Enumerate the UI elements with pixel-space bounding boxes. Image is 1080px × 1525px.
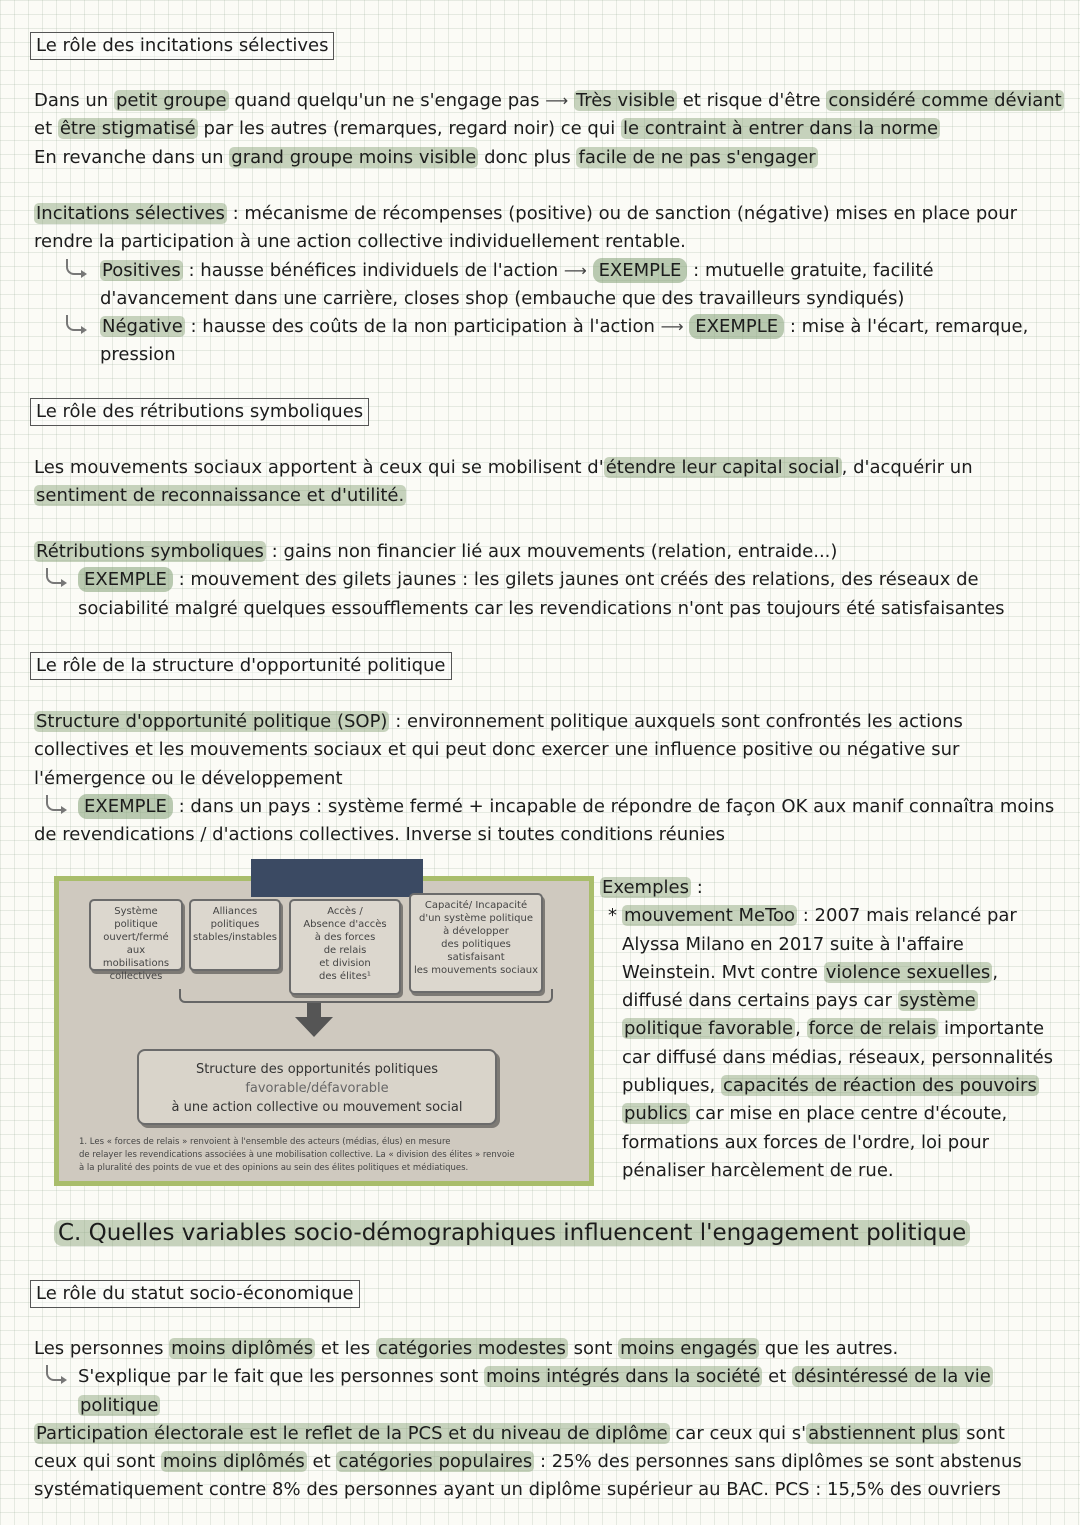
diagram-box-capacite: Capacité/ Incapacité d'un système politique à développer des politiques satisfaisant les mouvements sociaux bbox=[409, 893, 543, 993]
diagram-box-alliances: Alliances politiques stables/instables bbox=[189, 899, 281, 971]
example-item: EXEMPLE : mouvement des gilets jaunes : les gilets jaunes ont créés des relations, des réseaux de bbox=[34, 566, 1064, 594]
diagram-box-acces: Accès / Absence d'accès à des forces de relais et division des élites¹ bbox=[289, 899, 401, 995]
diagram-result-box: Structure des opportunités politiques favorable/défavorable à une action collective ou mouvement social bbox=[137, 1049, 497, 1125]
arrow-down-head bbox=[295, 1017, 333, 1037]
definition-incitations: Incitations sélectives : mécanisme de récompenses (positive) ou de sanction (négative) mises en place pour rendre la participation à une action collective individuellement rentable. Positives : hausse bénéfices individuels de l'action ⟶ EXEMPLE : mutuelle gratuite, facilité d'avancement dans une carrière, closes shop (embauche que des travailleurs syndiqués) Négative : hausse des coûts de la non participation à l'action ⟶ EXEMPLE : mise à l'écart, remarque, pression bbox=[34, 200, 1064, 370]
section-retributions-text: Les mouvements sociaux apportent à ceux qui se mobilisent d' étendre leur capital social , d'acquérir un sentiment de reconnaissance et d'utilité. bbox=[34, 457, 973, 507]
arrow-right-icon: ⟶ bbox=[563, 260, 587, 280]
example-item: EXEMPLE : dans un pays : système fermé + incapable de répondre de façon OK aux manif connaîtra moins bbox=[34, 793, 1064, 821]
hook-arrow-icon bbox=[66, 315, 82, 331]
asterisk-icon: * bbox=[608, 905, 617, 927]
diagram-footnote: 1. Les « forces de relais » renvoient à l'ensemble des acteurs (médias, élus) en mesure de relayer les revendications associées à une mobilisation collective. La « division des élites » renvoie à la pluralité des points de vue et des opinions au sein des élites politiques et médiatiques. bbox=[79, 1137, 515, 1173]
section-title-statut: Le rôle du statut socio-économique bbox=[30, 1280, 360, 1308]
heading-part-c: C. Quelles variables socio-démographiques influencent l'engagement politique bbox=[54, 1216, 970, 1250]
section-title-retributions: Le rôle des rétributions symboliques bbox=[30, 398, 369, 426]
arrow-right-icon: ⟶ bbox=[660, 317, 684, 337]
diagram-bracket bbox=[179, 989, 553, 1003]
examples-block: Exemples : * mouvement MeToo : 2007 mais relancé par Alyssa Milano en 2017 suite à l'affaire Weinstein. Mvt contre violence sexuelles , diffusé dans certains pays car système politique favorable , force de relais importante car diffusé dans médias, réseaux, personnalités publiques, capacités de réaction des pouvoirs publics car mise en place centre d'écoute, formations aux forces de l'ordre, loi pour pénaliser harcèlement de rue. bbox=[602, 877, 1054, 1181]
explanation-item: S'explique par le fait que les personnes sont moins intégrés dans la société et désintéressé de la vie bbox=[34, 1363, 1064, 1391]
negative-item: Négative : hausse des coûts de la non participation à l'action ⟶ EXEMPLE : mise à l'écart, remarque, bbox=[34, 313, 1064, 341]
sop-diagram-photo bbox=[54, 876, 594, 1186]
hook-arrow-icon bbox=[46, 795, 62, 811]
section-statut-text: Les personnes moins diplômés et les catégories modestes sont moins engagés que les autres. S'explique par le fait que les personnes sont moins intégrés dans la société et désintéressé de la vie politique Participation électorale est le reflet de la PCS et du niveau de diplôme car ceux qui s' abstiennent plus sont ceux qui sont moins diplômés et catégories populaires : 25% des personnes sans diplômes se sont abstenus systématiquement contre 8% des personnes ayant un diplôme supérieur au BAC. PCS : 15,5% des ouvriers bbox=[34, 1335, 1064, 1505]
hook-arrow-icon bbox=[66, 259, 82, 275]
tape-strip bbox=[251, 859, 423, 897]
definition-sop: Structure d'opportunité politique (SOP) : environnement politique auxquels sont confrontés les actions collectives et les mouvements sociaux et qui peut donc exercer une influence positive ou négative sur l'émergence ou le développement EXEMPLE : dans un pays : système fermé + incapable de répondre de façon OK aux manif connaîtra moins de revendications / d'actions collectives. Inverse si toutes conditions réunies bbox=[34, 708, 1064, 849]
hook-arrow-icon bbox=[46, 568, 62, 584]
positive-item: Positives : hausse bénéfices individuels de l'action ⟶ EXEMPLE : mutuelle gratuite, facilité bbox=[34, 257, 1064, 285]
section-title-incitations: Le rôle des incitations sélectives bbox=[30, 32, 334, 60]
section-incitations-text: Dans un petit groupe quand quelqu'un ne s'engage pas ⟶ Très visible et risque d'être considéré comme déviant et être stigmatisé par les autres (remarques, regard noir) ce qui le contraint à entrer dans la norme En revanche dans un grand groupe moins visible donc plus facile de ne pas s'engager bbox=[34, 87, 1064, 172]
arrow-right-icon: ⟶ bbox=[545, 91, 569, 110]
definition-retributions: Rétributions symboliques : gains non financier lié aux mouvements (relation, entraide...) EXEMPLE : mouvement des gilets jaunes : les gilets jaunes ont créés des relations, des réseaux de sociabilité malgré quelques essoufflements car les revendications n'ont pas toujours été satisfaisantes bbox=[34, 538, 1064, 623]
hook-arrow-icon bbox=[46, 1365, 62, 1381]
section-title-sop: Le rôle de la structure d'opportunité politique bbox=[30, 652, 452, 680]
diagram-box-system: Système politique ouvert/fermé aux mobilisations collectives bbox=[89, 899, 183, 971]
